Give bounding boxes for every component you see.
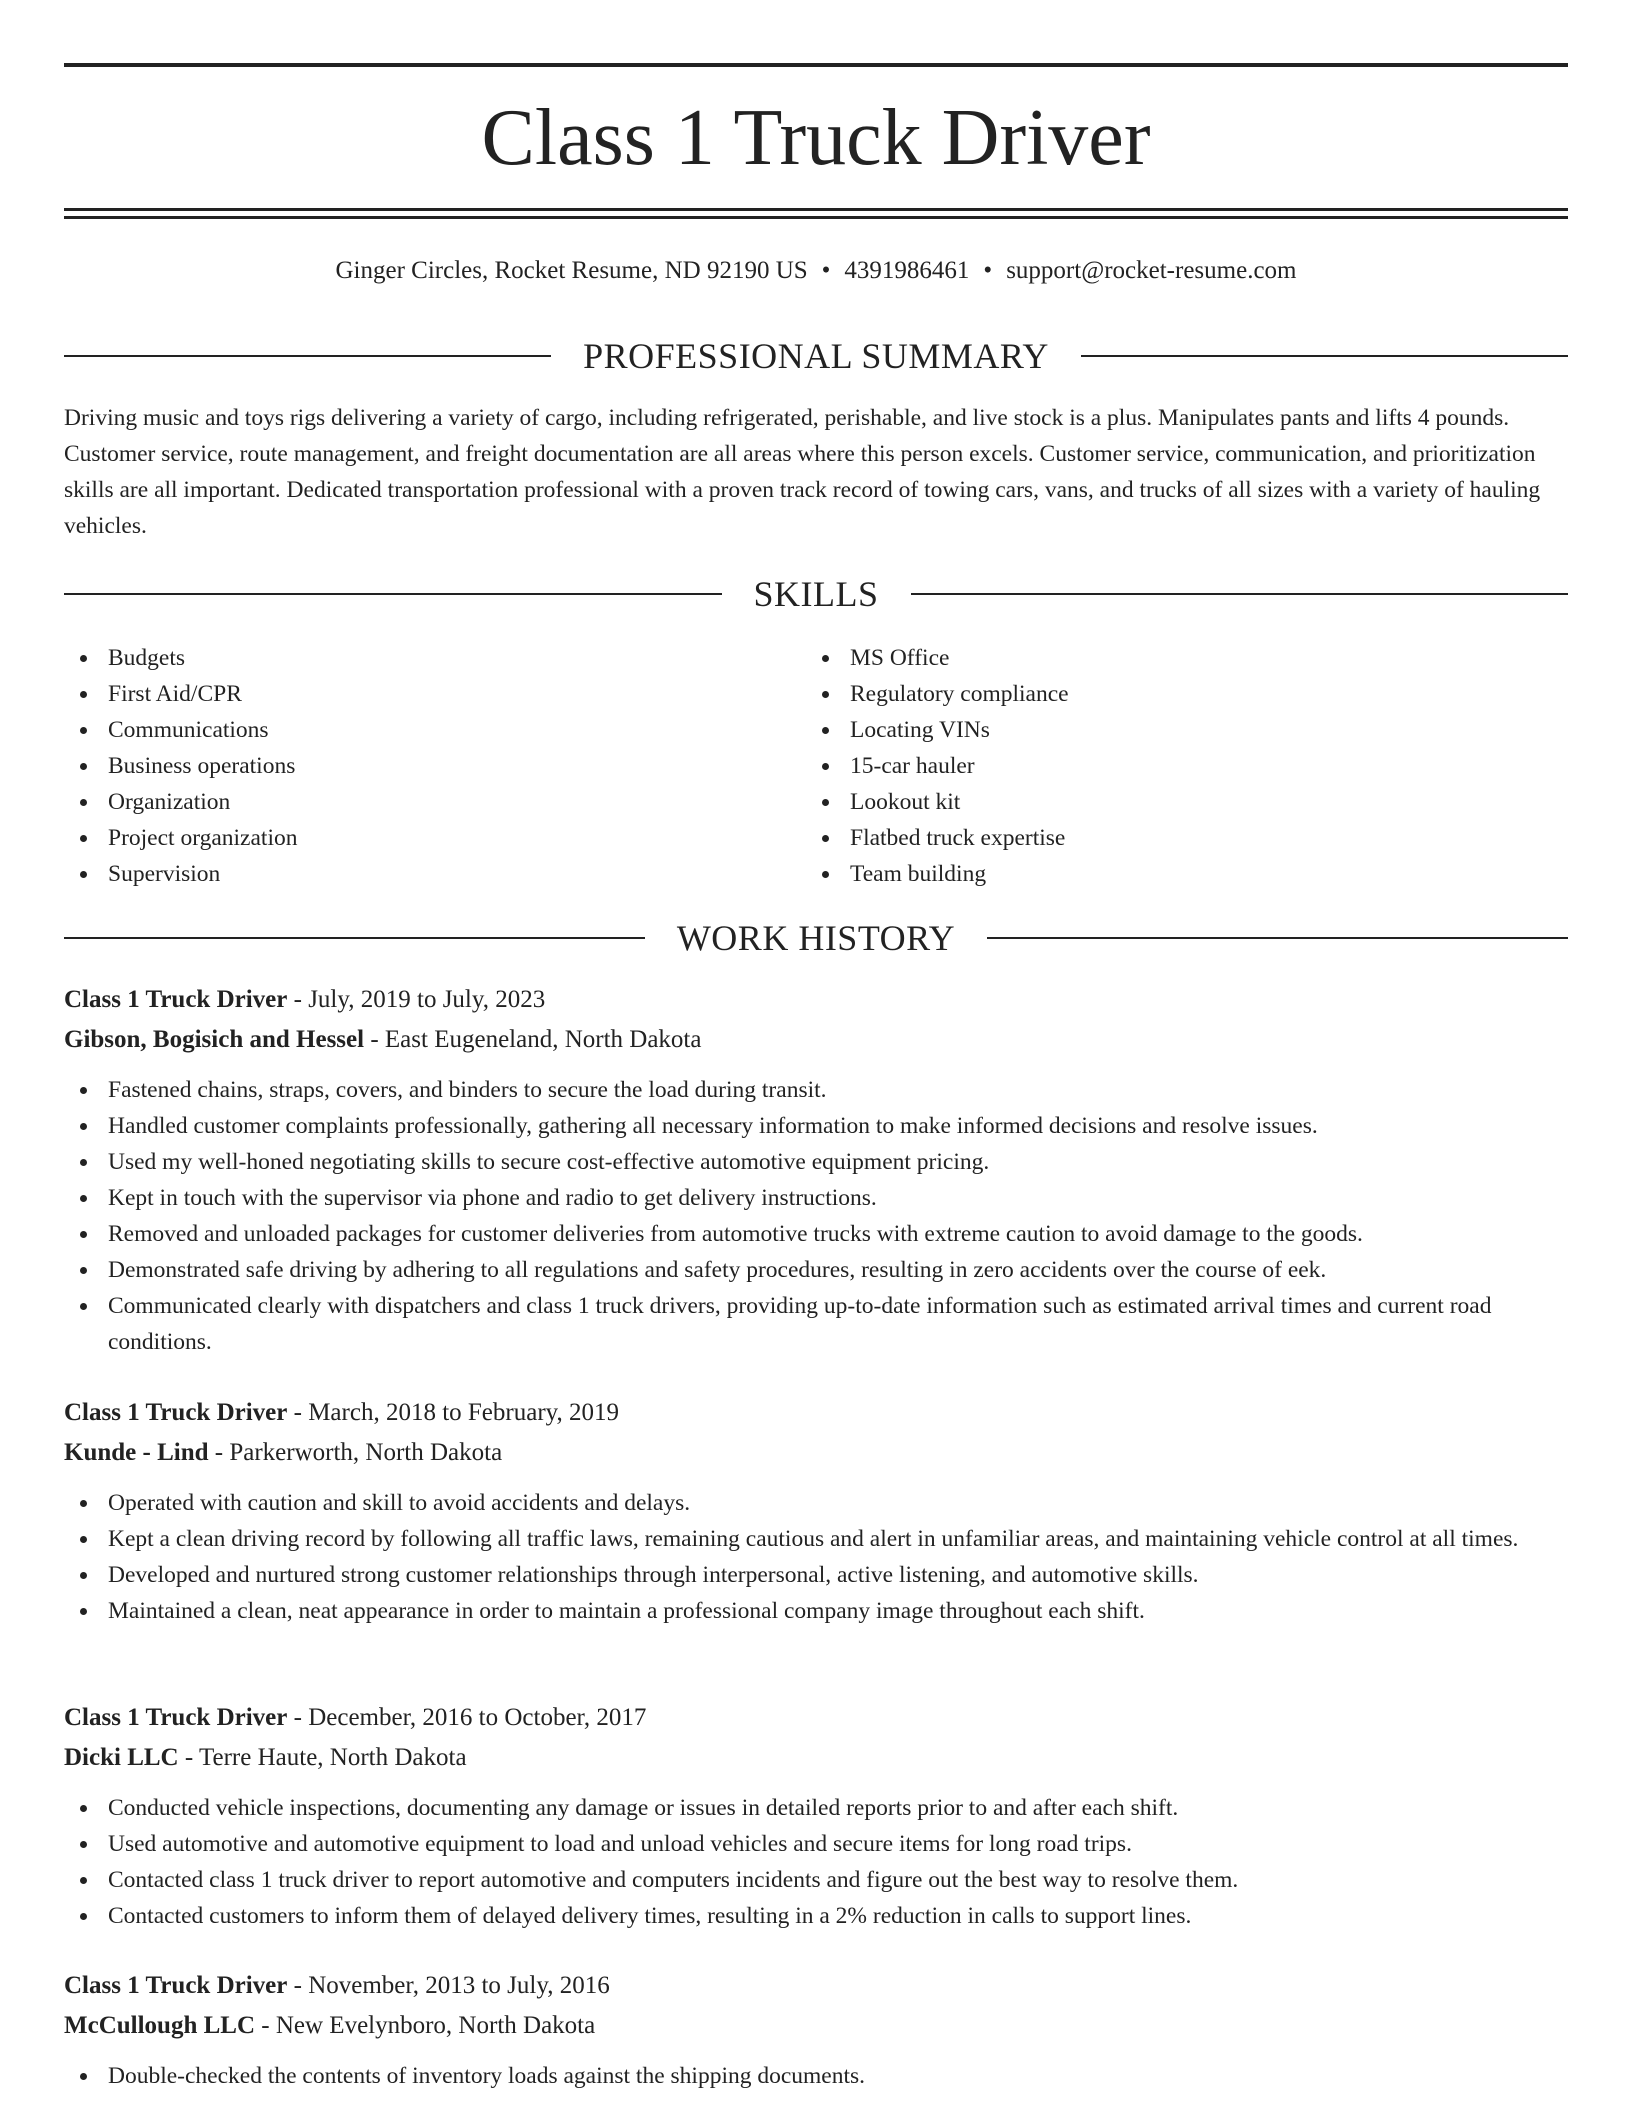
job-bullets [64, 1790, 1568, 1934]
list-item: Project organization [64, 820, 764, 856]
job-dates: - July, 2019 to July, 2023 [287, 986, 546, 1013]
list-item: Supervision [64, 856, 764, 892]
job-location: - Parkerworth, North Dakota [208, 1439, 503, 1466]
list-item: Demonstrated safe driving by adhering to all regulations and safety procedures, resulting in zero accidents over the course of eek. [64, 1252, 1568, 1288]
job-title: Class 1 Truck Driver [64, 1399, 288, 1426]
list-item: Communications [64, 712, 764, 748]
contact-separator: • [983, 257, 993, 284]
job-title-line [64, 1698, 1568, 1738]
list-item: MS Office [806, 640, 1506, 676]
top-rule [64, 63, 1568, 67]
list-item: Handled customer complaints professionally, gathering all necessary information to make informed decisions and resolve issues. [64, 1108, 1568, 1144]
heading-rule-right [1081, 355, 1568, 357]
heading-rule-left [64, 355, 551, 357]
job-company-line [64, 1020, 1568, 1060]
job-location: - New Evelynboro, North Dakota [255, 2012, 596, 2039]
list-item: Conducted vehicle inspections, documenting any damage or issues in detailed reports prior to and after each shift. [64, 1790, 1568, 1826]
heading-rule-right [911, 593, 1569, 595]
job-company-line [64, 2006, 1568, 2046]
list-item: Removed and unloaded packages for customer deliveries from automotive trucks with extreme caution to avoid damage to the goods. [64, 1216, 1568, 1252]
resume-title: Class 1 Truck Driver [481, 94, 1151, 182]
title-double-rule-upper [64, 208, 1568, 211]
job-bullets [64, 2058, 1568, 2094]
job-dates: - December, 2016 to October, 2017 [287, 1704, 647, 1731]
list-item: Fastened chains, straps, covers, and binders to secure the load during transit. [64, 1072, 1568, 1108]
job-title: Class 1 Truck Driver [64, 1972, 288, 1999]
job-title: Class 1 Truck Driver [64, 1704, 288, 1731]
summary-heading [64, 334, 1568, 378]
list-item: Contacted customers to inform them of delayed delivery times, resulting in a 2% reduction in calls to support lines. [64, 1898, 1568, 1934]
work-history-heading-text: WORK HISTORY [676, 918, 956, 958]
list-item: 15-car hauler [806, 748, 1506, 784]
list-item: Lookout kit [806, 784, 1506, 820]
job-entry [64, 1966, 1568, 2094]
contact-separator: • [821, 257, 831, 284]
job-entry [64, 1698, 1568, 1934]
job-company: Kunde - Lind [64, 1439, 209, 1466]
job-company: Gibson, Bogisich and Hessel [64, 1026, 365, 1053]
list-item: Kept a clean driving record by following all traffic laws, remaining cautious and alert in unfamiliar areas, and maintaining vehicle control at all times. [64, 1521, 1568, 1557]
list-item: Operated with caution and skill to avoid accidents and delays. [64, 1485, 1568, 1521]
heading-rule-left [64, 593, 722, 595]
skills-heading [64, 572, 1568, 616]
skills-heading-text: SKILLS [753, 574, 879, 614]
list-item: Regulatory compliance [806, 676, 1506, 712]
contact-address: Ginger Circles, Rocket Resume, ND 92190 US [335, 257, 808, 284]
job-title-line [64, 1966, 1568, 2006]
job-entry [64, 1393, 1568, 1629]
job-entry [64, 980, 1568, 1360]
job-location: - East Eugeneland, North Dakota [364, 1026, 702, 1053]
summary-heading-text: PROFESSIONAL SUMMARY [583, 336, 1049, 376]
job-location: - Terre Haute, North Dakota [178, 1744, 467, 1771]
skills-list-left [64, 640, 764, 892]
job-company-line [64, 1433, 1568, 1473]
list-item: Business operations [64, 748, 764, 784]
heading-rule-right [987, 937, 1568, 939]
list-item: First Aid/CPR [64, 676, 764, 712]
job-bullets [64, 1485, 1568, 1629]
work-history-heading [64, 916, 1568, 960]
skills-list-right [806, 640, 1506, 892]
list-item: Communicated clearly with dispatchers and class 1 truck drivers, providing up-to-date information such as estimated arrival times and current road conditions. [64, 1288, 1568, 1360]
list-item: Flatbed truck expertise [806, 820, 1506, 856]
list-item: Used automotive and automotive equipment to load and unload vehicles and secure items for long road trips. [64, 1826, 1568, 1862]
contact-line [64, 254, 1568, 288]
job-dates: - November, 2013 to July, 2016 [287, 1972, 610, 1999]
contact-phone: 4391986461 [844, 257, 970, 284]
list-item: Double-checked the contents of inventory loads against the shipping documents. [64, 2058, 1568, 2094]
job-company: McCullough LLC [64, 2012, 256, 2039]
job-bullets [64, 1072, 1568, 1360]
summary-text: Driving music and toys rigs delivering a variety of cargo, including refrigerated, perishable, and live stock is a plus. Manipulates pants and lifts 4 pounds. Customer service, route management, and freight documentation are all areas where this person excels. Customer service, communication, and prioritization skills are all important. Dedicated transportation professional with a proven track record of towing cars, vans, and trucks of all sizes with a variety of hauling vehicles. [64, 405, 1541, 539]
list-item: Organization [64, 784, 764, 820]
contact-email: support@rocket-resume.com [1006, 257, 1297, 284]
list-item: Used my well-honed negotiating skills to secure cost-effective automotive equipment pricing. [64, 1144, 1568, 1180]
job-dates: - March, 2018 to February, 2019 [287, 1399, 620, 1426]
list-item: Contacted class 1 truck driver to report automotive and computers incidents and figure out the best way to resolve them. [64, 1862, 1568, 1898]
job-company-line [64, 1738, 1568, 1778]
job-title-line [64, 980, 1568, 1020]
list-item: Locating VINs [806, 712, 1506, 748]
job-company: Dicki LLC [64, 1744, 179, 1771]
job-title-line [64, 1393, 1568, 1433]
title-double-rule-lower [64, 216, 1568, 219]
list-item: Developed and nurtured strong customer relationships through interpersonal, active listening, and automotive skills. [64, 1557, 1568, 1593]
job-title: Class 1 Truck Driver [64, 986, 288, 1013]
list-item: Budgets [64, 640, 764, 676]
list-item: Maintained a clean, neat appearance in order to maintain a professional company image throughout each shift. [64, 1593, 1568, 1629]
list-item: Kept in touch with the supervisor via phone and radio to get delivery instructions. [64, 1180, 1568, 1216]
list-item: Team building [806, 856, 1506, 892]
heading-rule-left [64, 937, 645, 939]
